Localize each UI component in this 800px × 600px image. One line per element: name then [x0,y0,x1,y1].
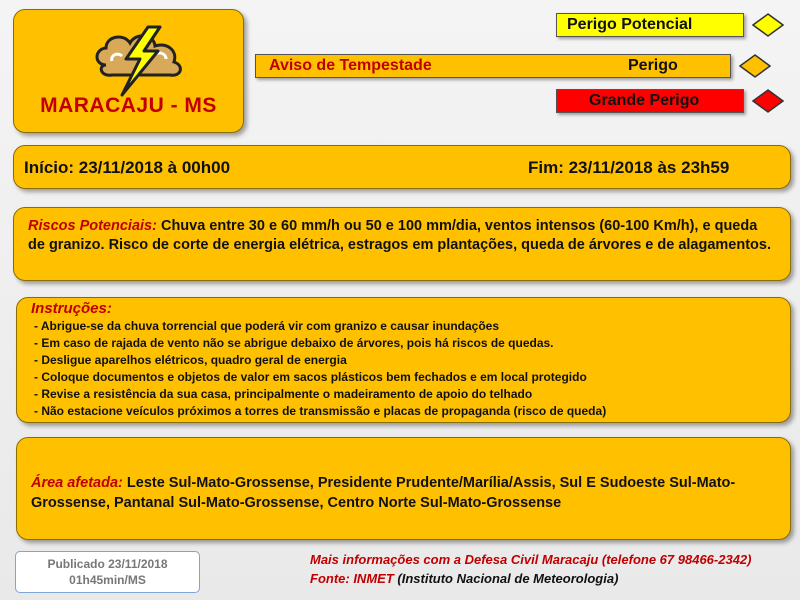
red-diamond-icon [752,89,784,113]
period-card [13,145,791,189]
yellow-diamond-icon [752,13,784,37]
level-aviso-tempestade [255,54,731,78]
instruction-item: - Coloque documentos e objetos de valor em sacos plásticos bem fechados e em local protegido [34,370,587,384]
level-perigo-potencial [556,13,744,37]
risks-description: Chuva entre 30 e 60 mm/h ou 50 e 100 mm/dia, ventos intensos (60-100 Km/h), e queda de granizo. Risco de corte de energia elétrica, estragos em plantações, queda de árvores e de alagamentos. [28,218,771,253]
published-time: 01h45min/MS [69,573,146,587]
affected-area-text [31,473,770,513]
more-info-text: Mais informações com a Defesa Civil Maracaju (telefone 67 98466-2342) [310,552,752,567]
start-time: Início: 23/11/2018 à 00h00 [24,158,231,177]
instruction-item: - Desligue aparelhos elétricos, quadro geral de energia [34,353,347,367]
level-label: Perigo Potencial [567,16,693,33]
instruction-item: - Não estacione veículos próximos a torres de transmissão e placas de propaganda (risco de queda) [34,404,607,418]
instructions-title: Instruções: [31,300,112,317]
instruction-item: - Em caso de rajada de vento não se abrigue debaixo de árvores, pois há riscos de quedas. [34,336,554,350]
instruction-item: - Revise a resistência da sua casa, principalmente o madeiramento de apoio do telhado [34,387,533,401]
published-box [15,551,200,593]
storm-cloud-lightning-icon [92,25,190,97]
level-label: Grande Perigo [589,92,700,109]
level-grande-perigo [556,89,744,113]
instructions-list [34,318,780,420]
end-time: Fim: 23/11/2018 às 23h59 [528,158,730,177]
city-name: MARACAJU - MS [40,94,217,117]
orange-diamond-icon [739,54,771,78]
storm-warning-title: Aviso de Tempestade [269,57,432,74]
risks-card [13,207,791,281]
risks-label: Riscos Potenciais: [28,218,157,234]
affected-area-card [16,437,791,540]
storm-warning-level: Perigo [628,57,678,74]
published-date: Publicado 23/11/2018 [47,557,168,571]
instruction-item: - Abrigue-se da chuva torrencial que poderá vir com granizo e causar inundações [34,319,500,333]
source-line [310,569,751,588]
source-label: Fonte: INMET [310,571,398,586]
risks-text [28,217,776,255]
affected-area-label: Área afetada: [31,475,123,491]
instructions-card [16,297,791,423]
footer-info [310,550,751,588]
location-card [13,9,244,133]
source-text: (Instituto Nacional de Meteorologia) [397,571,619,586]
affected-area-description: Leste Sul-Mato-Grossense, Presidente Prudente/Marília/Assis, Sul E Sudoeste Sul-Mato-Grossense, Pantanal Sul-Mato-Grossense, Centro Norte Sul-Mato-Grossense [31,475,736,511]
